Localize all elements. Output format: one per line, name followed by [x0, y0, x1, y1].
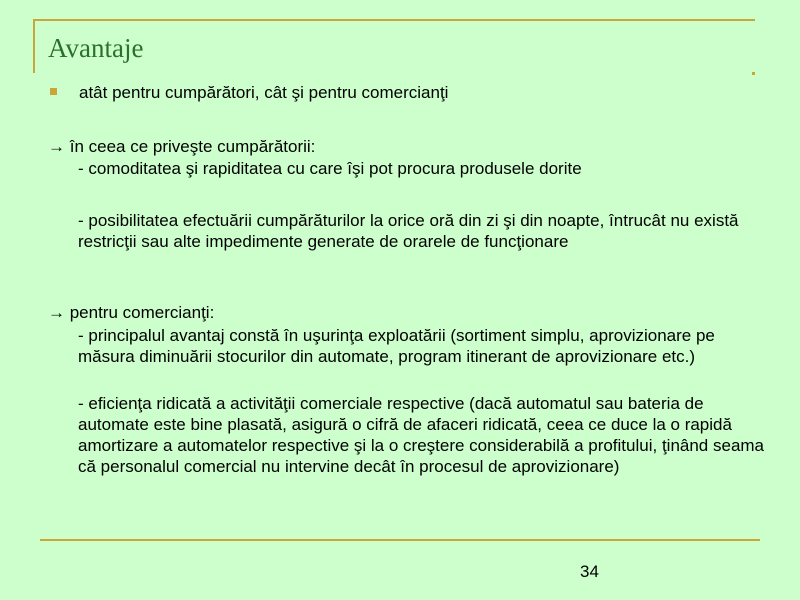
merchants-point-1: - principalul avantaj constă în uşurinţa exploatării (sortiment simplu, aprovizionare pe măsura diminuării stocurilor din automate, program itinerant de aprovizionare etc.)	[78, 326, 715, 366]
buyers-point-2: - posibilitatea efectuării cumpărăturilor la orice oră din zi şi din noapte, întrucât nu există restricţii sau alte impedimente generate de orarele de funcţionare	[78, 211, 739, 251]
page-number: 34	[580, 562, 599, 581]
buyers-point-1: - comoditatea şi rapiditatea cu care îşi pot procura produsele dorite	[78, 159, 582, 178]
bullet-intro: atât pentru cumpărători, cât şi pentru comercianţi	[79, 83, 449, 102]
corner-dot	[752, 72, 755, 75]
bottom-divider	[40, 539, 760, 541]
top-divider	[33, 19, 755, 21]
slide-title: Avantaje	[48, 33, 144, 63]
square-bullet-icon	[50, 88, 57, 95]
merchants-point-2: - eficienţa ridicată a activităţii comerciale respective (dacă automatul sau bateria de automate este bine plasată, asigură o cifră de afaceri ridicată, ceea ce duce la o rapidă amortizare a automatelor respective şi la o creştere considerabilă a profitului, ţinând seama că personalul comercial nu intervine decât în procesul de aprovizionare)	[78, 394, 765, 476]
title-left-rule	[33, 19, 35, 73]
buyers-heading: → în ceea ce priveşte cumpărătorii:	[48, 137, 316, 156]
merchants-heading: → pentru comercianţi:	[48, 303, 215, 322]
